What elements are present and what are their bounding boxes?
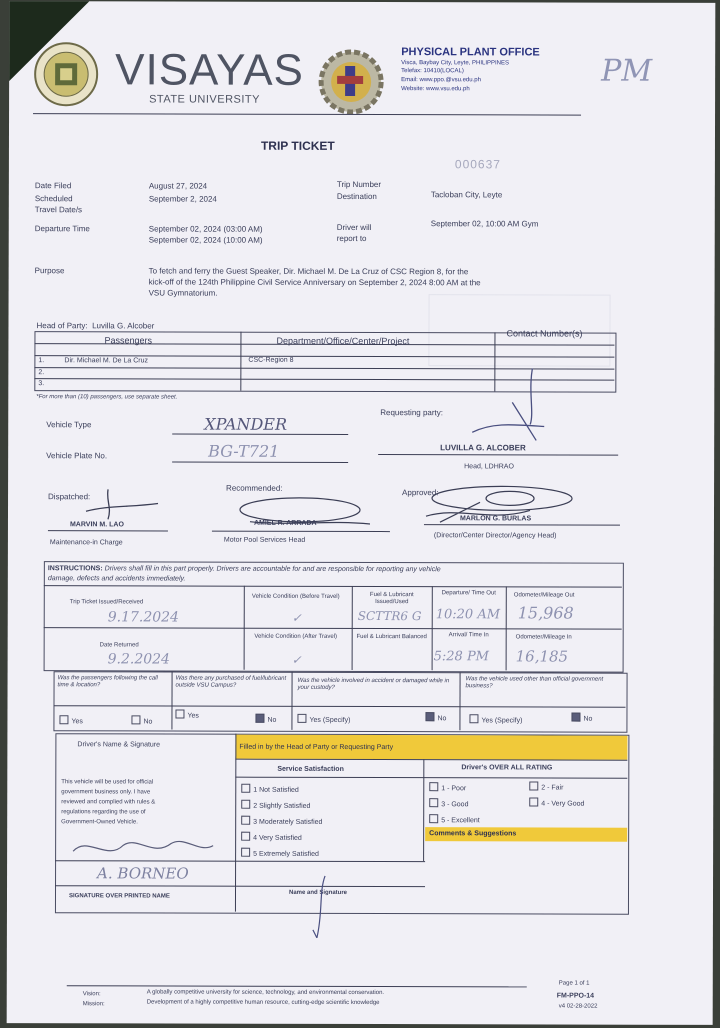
- rating-option[interactable]: 5 - Excellent: [429, 814, 480, 825]
- driver-statement-4: regulations regarding the use of: [61, 809, 146, 816]
- filled-by-text: Filled in by the Head of Party or Requesting Party: [239, 743, 394, 752]
- departure-time-value: 10:20 AM: [435, 607, 501, 623]
- passengers-note: *For more than (10) passengers, use separate sheet.: [36, 394, 178, 401]
- satisfaction-option[interactable]: 5 Extremely Satisfied: [241, 848, 319, 859]
- q3-no-checkbox[interactable]: No: [425, 712, 446, 723]
- control-number: 000637: [454, 157, 501, 172]
- requesting-sig-line: [378, 454, 618, 456]
- table-divider: [240, 332, 241, 391]
- head-of-party-value: Luvilla G. Alcober: [92, 321, 155, 331]
- driver-statement-1: This vehicle will be used for official: [61, 779, 154, 786]
- table-divider: [171, 672, 172, 730]
- plate-line: [172, 462, 348, 463]
- name-and-signature-label: Name and Signature: [288, 889, 348, 896]
- instructions-line-2: damage, defects and accidents immediately.: [47, 575, 186, 583]
- recommended-name: AMIEL R. ARRADA: [253, 519, 317, 527]
- satisfaction-option[interactable]: 4 Very Satisfied: [241, 832, 302, 843]
- driver-report-value: September 02, 10:00 AM Gym: [430, 219, 539, 229]
- driver-report-label-1: Driver will: [336, 222, 372, 233]
- driver-report-label-2: report to: [336, 233, 367, 244]
- date-filed-label: Date Filed: [34, 181, 72, 191]
- dispatched-sig-line: [48, 530, 168, 531]
- contact-header: Contact Number(s): [506, 328, 583, 339]
- odometer-out-value: 15,968: [517, 603, 574, 623]
- requesting-party-label: Requesting party:: [380, 408, 443, 418]
- departure-value-2: September 02, 2024 (10:00 AM): [148, 235, 263, 245]
- approved-label: Approved:: [402, 488, 439, 498]
- departure-value-1: September 02, 2024 (03:00 AM): [148, 224, 263, 234]
- rating-option[interactable]: 2 - Fair: [529, 781, 563, 792]
- header-divider: [33, 113, 581, 115]
- approved-name: MARLON G. BURLAS: [459, 515, 532, 523]
- mission-label: Mission:: [82, 1001, 105, 1008]
- rating-option[interactable]: 1 - Poor: [429, 782, 466, 793]
- recommended-title: Motor Pool Services Head: [223, 536, 306, 544]
- signature-over-printed-name: SIGNATURE OVER PRINTED NAME: [68, 893, 170, 900]
- plate-value: BG-T721: [208, 441, 280, 461]
- passengers-header: Passengers: [104, 335, 152, 346]
- head-of-party-label: Head of Party: Luvilla G. Alcober: [36, 321, 155, 331]
- purpose-line-1: To fetch and ferry the Guest Speaker, Dir. Michael M. De La Cruz of CSC Region 8, for the: [148, 266, 469, 277]
- footer-divider: [67, 985, 527, 987]
- requesting-signature: [452, 362, 562, 452]
- page-indicator: Page 1 of 1: [558, 980, 590, 987]
- q2-yes-checkbox[interactable]: Yes: [175, 710, 198, 721]
- instructions-text: [48, 565, 441, 574]
- q2-no-checkbox[interactable]: No: [255, 714, 276, 725]
- odometer-in-value: 16,185: [515, 647, 569, 666]
- comments-label: Comments & Suggestions: [429, 830, 517, 838]
- rating-option[interactable]: 4 - Very Good: [529, 797, 584, 808]
- vehicle-cond-after-header: Vehicle Condition (After Travel): [254, 633, 338, 640]
- fuel-issued-value: SCTTR6 G: [357, 608, 422, 624]
- form-revision: v4 02-28-2022: [558, 1003, 598, 1010]
- scheduled-value: September 2, 2024: [148, 194, 217, 204]
- odometer-out-header: Odometer/Mileage Out: [513, 592, 575, 599]
- office-title: PHYSICAL PLANT OFFICE: [401, 46, 540, 59]
- university-subname: STATE UNIVERSITY: [149, 93, 260, 106]
- date-filed-value: August 27, 2024: [148, 181, 208, 191]
- vehicle-cond-after-value: ✓: [291, 652, 302, 667]
- recommended-label: Recommended:: [226, 483, 283, 493]
- dispatched-label: Dispatched:: [48, 492, 91, 502]
- driver-signature: [67, 831, 217, 863]
- office-website: Website: www.vsu.edu.ph: [401, 86, 470, 93]
- head-of-party-signature: [303, 872, 343, 944]
- destination-label: Destination: [336, 191, 377, 202]
- date-returned-value: 9.2.2024: [107, 651, 170, 668]
- driver-statement-3: reviewed and complied with rules &: [61, 799, 156, 806]
- table-divider: [459, 672, 460, 730]
- requesting-title: Head, LDHRAO: [464, 463, 514, 471]
- question-2: Was there any purchased of fuel/lubricant outside VSU Campus?: [175, 675, 287, 689]
- dispatched-title: Maintenance-in Charge: [49, 539, 123, 547]
- mission-text: Development of a highly competitive human resource, cutting-edge scientific knowledge: [146, 999, 380, 1007]
- driver-statement-2: government business only. I have: [61, 789, 151, 796]
- vehicle-type-value: XPANDER: [204, 414, 288, 434]
- satisfaction-option[interactable]: 1 Not Satisfied: [241, 784, 299, 795]
- date-returned-header: Date Returned: [99, 642, 139, 649]
- office-email: Email: www.ppo.@vsu.edu.ph: [401, 77, 481, 84]
- q4-no-checkbox[interactable]: No: [571, 713, 592, 724]
- driver-statement-5: Government-Owned Vehicle.: [61, 819, 138, 826]
- vision-label: Vision:: [82, 991, 101, 998]
- passenger-row-no: 1.: [38, 357, 45, 365]
- travel-date-label: Travel Date/s: [34, 205, 83, 215]
- trip-number-label: Trip Number: [336, 179, 382, 190]
- trip-ticket-issued-header: Trip Ticket Issued/Received: [69, 599, 144, 606]
- passenger-row-dept: CSC-Region 8: [248, 356, 294, 364]
- departure-label: Departure Time: [34, 224, 90, 234]
- approved-title: (Director/Center Director/Agency Head): [433, 532, 557, 540]
- fuel-issued-header: Fuel & Lubricant Issued/Used: [369, 592, 414, 606]
- recommended-sig-line: [212, 531, 390, 532]
- instructions-label: INSTRUCTIONS:: [47, 565, 103, 573]
- rating-option[interactable]: 3 - Good: [429, 798, 468, 809]
- dispatched-name: MARVIN M. LAO: [69, 521, 124, 529]
- q4-yes-checkbox[interactable]: Yes (Specify): [469, 714, 522, 725]
- q3-yes-checkbox[interactable]: Yes (Specify): [297, 714, 350, 725]
- purpose-line-3: VSU Gymnatorium.: [148, 288, 218, 298]
- document-title: TRIP TICKET: [260, 138, 335, 153]
- form-code: FM-PPO-14: [556, 992, 595, 1000]
- destination-value: Tacloban City, Leyte: [430, 190, 503, 200]
- fuel-balanced-header: Fuel & Lubricant Balanced: [356, 633, 427, 641]
- trip-ticket-document: [7, 1, 716, 1025]
- question-4: Was the vehicle used other than official government business?: [465, 676, 604, 690]
- trip-ticket-issued-value: 9.17.2024: [107, 609, 180, 626]
- dispatched-signature: [78, 485, 168, 525]
- plate-label: Vehicle Plate No.: [46, 451, 108, 461]
- vision-text: A globally competitive university for science, technology, and environmental conservation.: [146, 989, 385, 997]
- odometer-in-header: Odometer/Mileage In: [515, 634, 572, 641]
- overall-rating-label: Driver's OVER ALL RATING: [461, 764, 553, 772]
- handwritten-initials: PM: [601, 53, 653, 89]
- ppo-gear-logo: [315, 46, 387, 118]
- vehicle-type-label: Vehicle Type: [46, 420, 92, 430]
- scheduled-label: Scheduled: [34, 194, 73, 204]
- arrival-time-value: 5:28 PM: [433, 649, 490, 665]
- service-satisfaction-label: Service Satisfaction: [277, 765, 344, 773]
- question-1: Was the passengers following the call time & location?: [57, 675, 158, 689]
- q1-yes-checkbox[interactable]: Yes: [59, 715, 82, 726]
- table-divider: [291, 672, 292, 730]
- folded-corner: [9, 1, 89, 81]
- q1-no-checkbox[interactable]: No: [131, 715, 152, 726]
- satisfaction-option[interactable]: 2 Slightly Satisfied: [241, 800, 310, 811]
- vehicle-type-line: [172, 434, 348, 435]
- instructions-line-1: Drivers shall fill in this part properly. Drivers are accountable for and are responsible for reporting any vehicle: [104, 565, 441, 574]
- purpose-line-2: kick-off of the 124th Philippine Civil Service Anniversary on September 2, 2024 8:00 AM at the: [148, 277, 481, 288]
- office-address: Visca, Baybay City, Leyte, PHILIPPINES: [401, 60, 510, 67]
- university-name: VISAYAS: [115, 45, 305, 95]
- office-telefax: Telefax: 10410(LOCAL): [401, 68, 464, 75]
- driver-name-signature-label: Driver's Name & Signature: [77, 741, 161, 749]
- departure-time-header: Departure/ Time Out: [441, 590, 496, 597]
- driver-printed-name: A. BORNEO: [97, 864, 189, 883]
- vehicle-cond-before-value: ✓: [291, 610, 302, 625]
- question-3: Was the vehicle involved in accident or damaged while in your custody?: [297, 677, 450, 691]
- passenger-row-name: Dir. Michael M. De La Cruz: [64, 357, 149, 365]
- arrival-time-header: Arrival/ Time In: [448, 632, 489, 639]
- passenger-row-no: 2.: [38, 369, 45, 377]
- department-header: Department/Office/Center/Project: [276, 335, 410, 347]
- purpose-label: Purpose: [34, 266, 65, 276]
- vehicle-cond-before-header: Vehicle Condition (Before Travel): [251, 593, 340, 600]
- satisfaction-option[interactable]: 3 Moderately Satisfied: [241, 816, 322, 827]
- comments-field[interactable]: [425, 842, 625, 911]
- passenger-row-no: 3.: [38, 380, 45, 388]
- requesting-name: LUVILLA G. ALCOBER: [440, 443, 526, 453]
